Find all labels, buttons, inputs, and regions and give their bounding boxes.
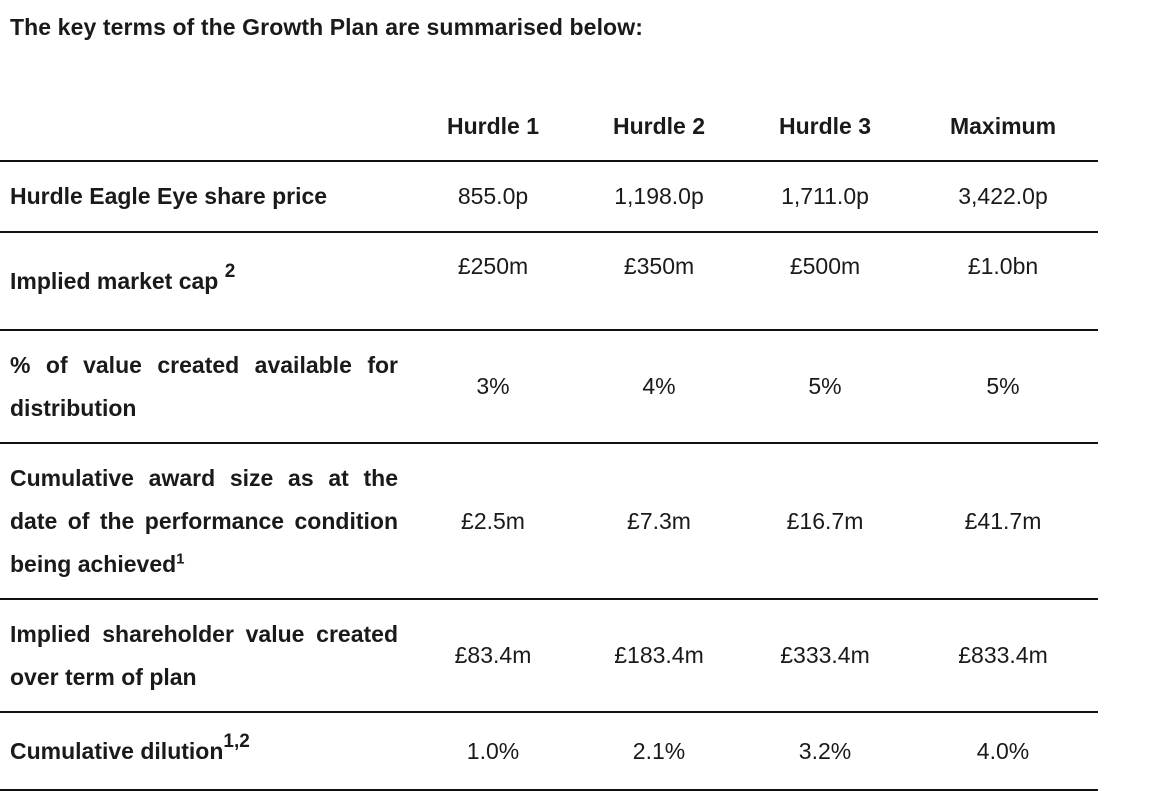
table-cell: £7.3m [576,443,742,599]
table-cell: 3.2% [742,712,908,790]
row-label-award-size [0,443,410,599]
row-label-text: % of value created available for distribution [10,351,398,421]
row-label-value-distribution [0,330,410,443]
table-cell: 1,711.0p [742,161,908,232]
column-header-maximum: Maximum [908,92,1098,161]
table-row [0,443,1098,599]
footnote-marker: 1 [176,549,185,567]
row-label-shareholder-value [0,599,410,712]
table-row [0,330,1098,443]
table-cell: 4% [576,330,742,443]
table-row [0,599,1098,712]
table-cell: 1.0% [410,712,576,790]
column-header-hurdle-3: Hurdle 3 [742,92,908,161]
table-cell: £2.5m [410,443,576,599]
row-label-dilution [0,712,410,790]
intro-heading: The key terms of the Growth Plan are summarised below: [10,14,643,40]
table-header-row [0,92,1098,161]
row-label-text: Implied shareholder value created over term of plan [10,620,398,690]
footnote-marker: 2 [224,260,236,282]
row-label-text: Cumulative dilution [10,737,224,764]
table-cell: £350m [576,232,742,330]
table-cell: 5% [742,330,908,443]
table-cell: £833.4m [908,599,1098,712]
row-label-share-price [0,161,410,232]
table-cell: 855.0p [410,161,576,232]
row-label-text: Implied market cap [10,267,225,294]
column-header-hurdle-1: Hurdle 1 [410,92,576,161]
table-cell: £500m [742,232,908,330]
footnote-marker: 1,2 [223,730,250,752]
table-cell: £41.7m [908,443,1098,599]
row-label-market-cap [0,232,410,330]
column-header-hurdle-2: Hurdle 2 [576,92,742,161]
table-cell: 2.1% [576,712,742,790]
table-cell: £333.4m [742,599,908,712]
table-cell: £83.4m [410,599,576,712]
row-label-text: Cumulative award size as at the date of the performance condition being achieved [10,464,398,577]
table-cell: £183.4m [576,599,742,712]
table-cell: £250m [410,232,576,330]
table-cell: 3,422.0p [908,161,1098,232]
row-label-text: Hurdle Eagle Eye share price [10,183,328,209]
growth-plan-terms-table [0,92,1098,791]
table-cell: 3% [410,330,576,443]
table-cell: £16.7m [742,443,908,599]
header-label-cell [0,92,410,161]
table-row [0,232,1098,330]
table-row [0,161,1098,232]
table-cell: 5% [908,330,1098,443]
table-row [0,712,1098,790]
table-cell: 1,198.0p [576,161,742,232]
table-cell: £1.0bn [908,232,1098,330]
table-cell: 4.0% [908,712,1098,790]
